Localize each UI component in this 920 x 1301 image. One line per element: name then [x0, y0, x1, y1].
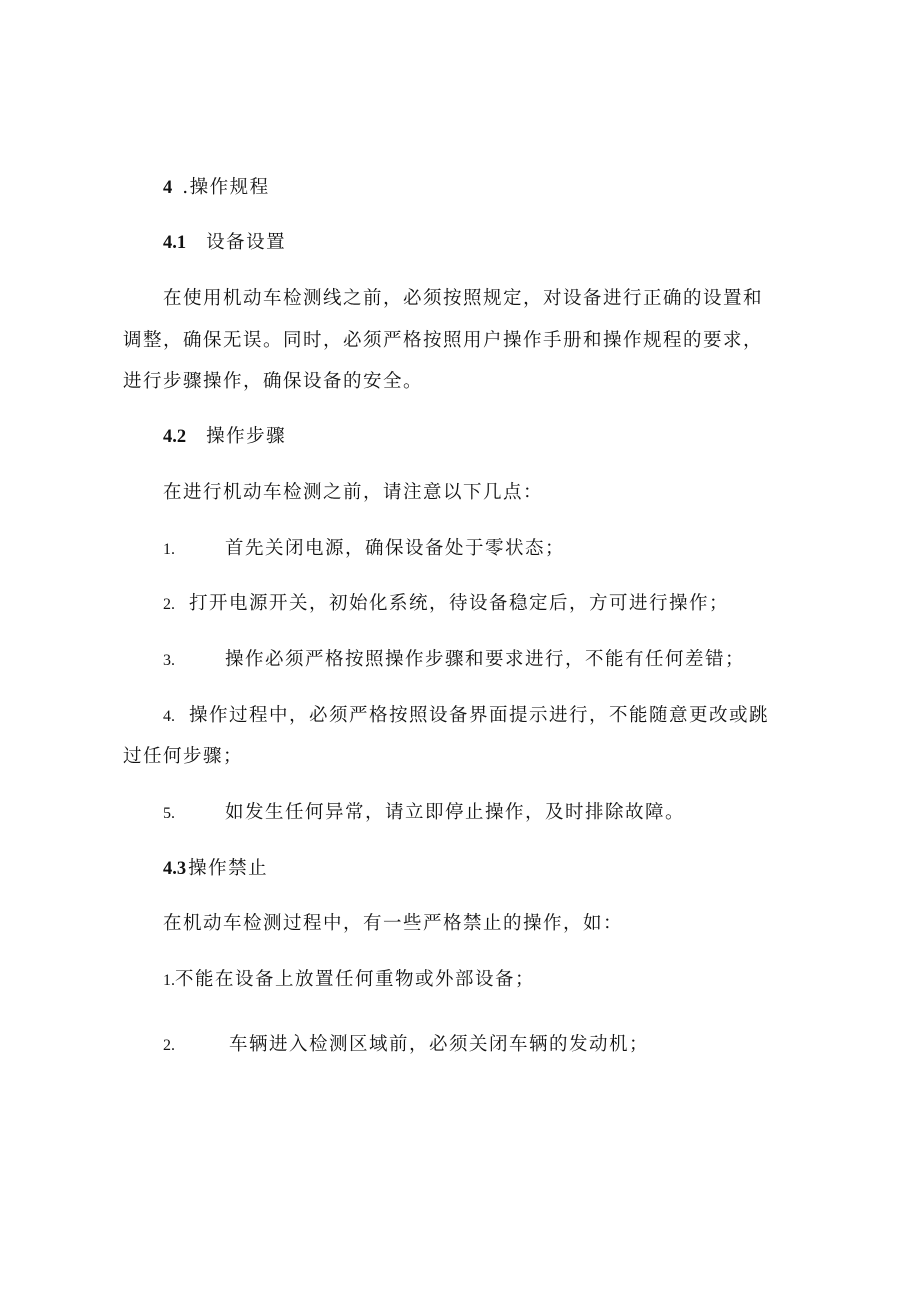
list-item-text: 打开电源开关，初始化系统，待设备稳定后，方可进行操作； [189, 593, 730, 614]
section-number: 4.3 [163, 859, 187, 879]
section-title: 设备设置 [206, 232, 287, 253]
paragraph-intro: 在进行机动车检测之前，请注意以下几点： [163, 482, 544, 503]
section-number: 4.2 [163, 427, 187, 447]
list-item-text: 操作过程中，必须严格按照设备界面提示进行，不能随意更改或跳 [189, 705, 770, 726]
list-item-number: 1. [163, 972, 175, 989]
list-item [163, 704, 769, 729]
section-heading-4-1 [163, 231, 286, 255]
section-heading-4 [163, 176, 270, 200]
list-item-text: 首先关闭电源，确保设备处于零状态； [225, 538, 566, 559]
list-item [163, 648, 745, 673]
list-item-number: 5. [163, 805, 175, 822]
list-item-text: 车辆进入检测区域前，必须关闭车辆的发动机； [229, 1034, 650, 1055]
heading-number: 4 [163, 178, 173, 198]
section-heading-4-3 [163, 857, 268, 881]
list-item-number: 2. [163, 596, 175, 613]
section-number: 4.1 [163, 233, 187, 253]
list-item-number: 4. [163, 708, 175, 725]
section-title: 操作步骤 [206, 426, 287, 447]
list-item-number: 1. [163, 541, 175, 558]
section-title: 操作禁止 [188, 858, 269, 879]
list-item-text: 不能在设备上放置任何重物或外部设备； [175, 969, 536, 990]
section-heading-4-2 [163, 425, 286, 449]
list-item [163, 537, 565, 562]
list-item-text: 如发生任何异常，请立即停止操作，及时排除故障。 [225, 802, 686, 823]
list-item-continuation: 过任何步骤； [123, 746, 244, 767]
paragraph-line: 进行步骤操作，确保设备的安全。 [123, 371, 424, 392]
list-item-text: 操作必须严格按照操作步骤和要求进行，不能有任何差错； [225, 649, 746, 670]
list-item [163, 968, 535, 993]
list-item [163, 592, 729, 617]
list-item-number: 2. [163, 1037, 175, 1054]
list-item [163, 1033, 649, 1058]
paragraph-intro: 在机动车检测过程中，有一些严格禁止的操作，如： [163, 913, 624, 934]
paragraph-line: 调整，确保无误。同时，必须严格按照用户操作手册和操作规程的要求， [123, 330, 764, 351]
heading-title: .操作规程 [182, 177, 270, 198]
list-item-number: 3. [163, 652, 175, 669]
paragraph-line: 在使用机动车检测线之前，必须按照规定，对设备进行正确的设置和 [163, 288, 764, 309]
list-item [163, 801, 685, 826]
